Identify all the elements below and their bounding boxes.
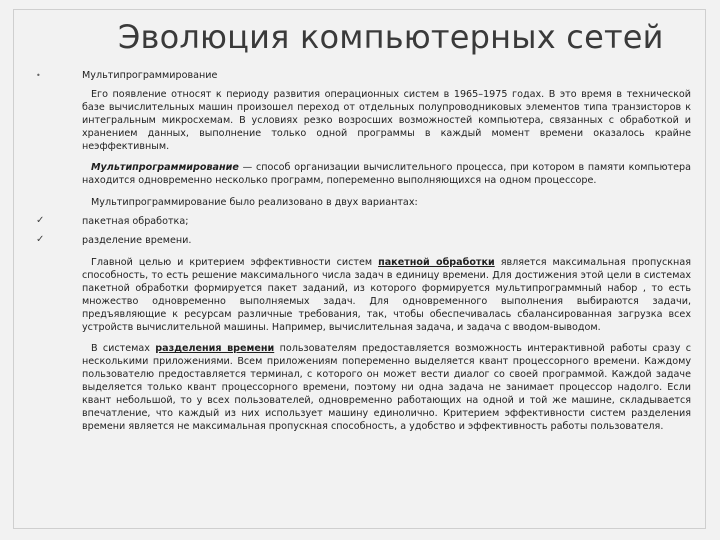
slide-content	[36, 70, 691, 434]
timesharing-text-start: В системах	[91, 343, 156, 355]
batch-text-rest: является максимальная пропускная способность, то есть решение максимального числа задач в единицу времени. Для достижения этой цели в системах пакетной обработки формируется пакет заданий, из которого формируется мультипрограммный набор , то есть множество одновременно выполняемых задач. Для одновременного выполнения выбираются задачи, предъявляющие к ресурсам различные требования, так, чтобы обеспечивалась сбалансированная загрузка всех устройств вычислительной машины. Например, вычислительная задача, и задача с вводом-выводом.	[82, 256, 691, 333]
batch-processing-link[interactable]: пакетной обработки	[378, 256, 495, 268]
variant-item-batch	[36, 216, 691, 229]
paragraph-timesharing	[36, 343, 691, 433]
bullet-icon: •	[36, 71, 41, 80]
paragraph-batch	[36, 257, 691, 334]
variant-label-batch: пакетная обработка;	[82, 216, 189, 228]
slide-title: Эволюция компьютерных сетей	[118, 18, 664, 56]
batch-text-start: Главной целью и критерием эффективности систем	[91, 256, 379, 268]
paragraph-variants-intro: Мультипрограммирование было реализовано в двух вариантах:	[91, 197, 418, 209]
paragraph-history: Его появление относят к периоду развития операционных систем в 1965–1975 годах. В это время в технической базе вычислительных машин произошел переход от отдельных полупроводниковых элементов типа транзисторов к интегральным микросхемам. В условиях резко возросших возможностей компьютера, связанных с обработкой и хранением данных, выполнение только одной программы в каждый момент времени оказалось крайне неэффективным.	[82, 88, 691, 152]
check-icon: ✓	[36, 234, 45, 246]
check-icon: ✓	[36, 215, 45, 227]
bullet-item-multiprogramming	[36, 70, 691, 83]
variant-label-timesharing: разделение времени.	[82, 235, 192, 247]
variant-item-timesharing	[36, 235, 691, 248]
definition-term: Мультипрограммирование	[91, 162, 239, 174]
definition-text: — способ организации вычислительного процесса, при котором в памяти компьютера находится одновременно несколько программ, попеременно выполняющихся на одном процессоре.	[82, 162, 691, 187]
bullet-label: Мультипрограммирование	[82, 70, 218, 81]
time-sharing-link[interactable]: разделения времени	[155, 343, 275, 355]
paragraph-definition	[36, 162, 691, 188]
timesharing-text-rest: пользователям предоставляется возможность интерактивной работы сразу с несколькими приложениями. Всем приложениям попеременно выделяется квант процессорного времени. Каждому пользователю предоставляется терминал, с которого он может вести диалог со своей программой. Каждой задаче выделяется только квант процессорного времени, поэтому ни одна задача не занимает процессор надолго. Если квант небольшой, то у всех пользователей, одновременно работающих на одной и той же машине, складывается впечатление, что каждый из них использует машину единолично. Критерием эффективности систем разделения времени является не максимальная пропускная способность, а удобство и эффективность работы пользователя.	[82, 343, 691, 432]
